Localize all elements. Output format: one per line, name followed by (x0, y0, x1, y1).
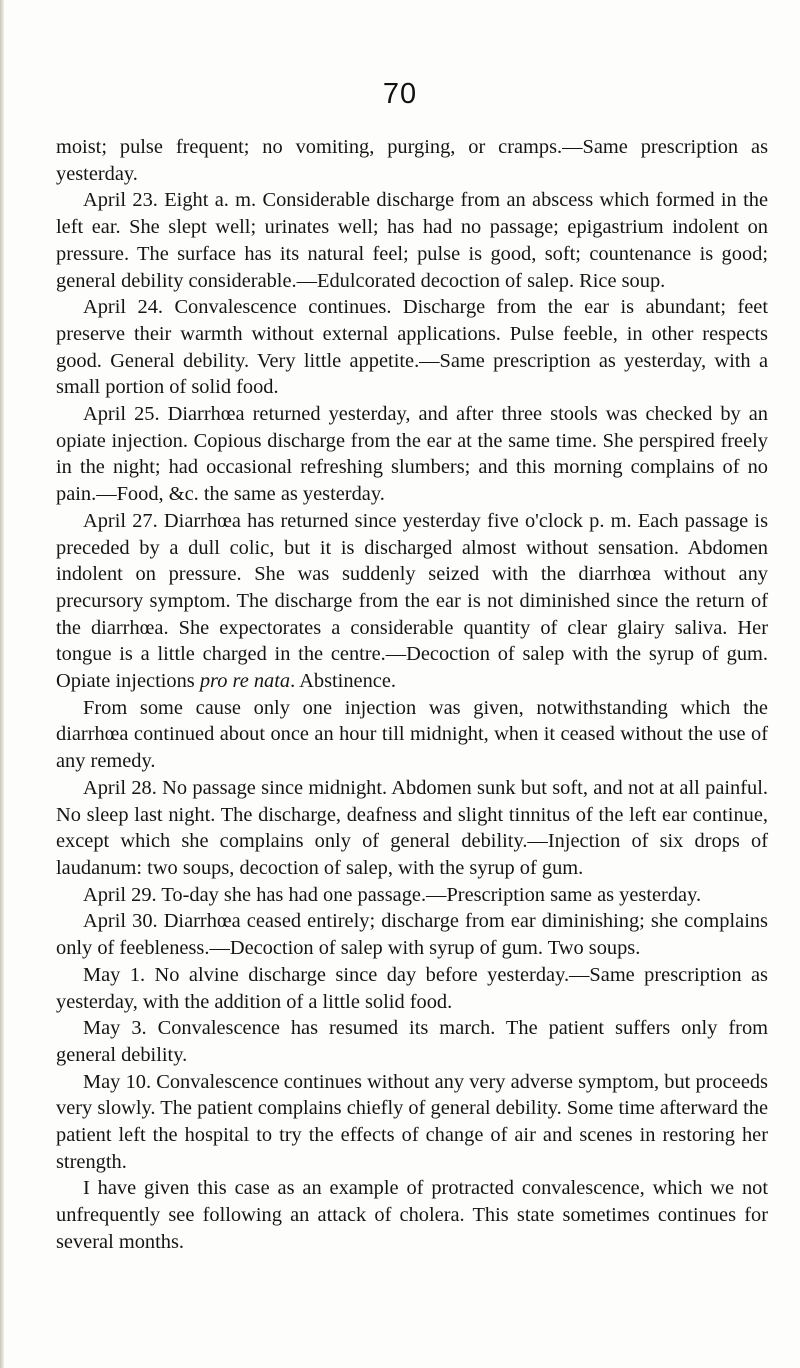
paragraph-april-28: April 28. No passage since midnight. Abdomen sunk but soft, and not at all painful. No sleep last night. The discharge, deafness and slight tinnitus of the left ear continue, except which she complains only of general debility.—Injection of six drops of laudanum: two soups, decoction of salep, with the syrup of gum. (56, 776, 768, 879)
page-binding-edge (0, 0, 4, 1368)
paragraph-april-25: April 25. Diarrhœa returned yesterday, and after three stools was checked by an opiate injection. Copious discharge from the ear at the same time. She perspired freely in the night; had occasional refreshing slumbers; and this morning complains of no pain.—Food, &c. the same as yesterday. (56, 403, 768, 506)
paragraph-april-27-end: . Abstinence. (290, 670, 396, 693)
paragraph-april-27-text: April 27. Diarrhœa has returned since yesterday five o'clock p. m. Each passage is preceded by a dull colic, but it is discharged almost without sensation. Abdomen indolent on pressure. She was suddenly seized with the diarrhœa without any precursory symptom. The discharge from the ear is not diminished since the return of the diarrhœa. She expectorates a considerable quantity of clear glairy saliva. Her tongue is a little charged in the centre.—Decoction of salep with the syrup of gum. Opiate injections (56, 509, 768, 693)
page-number: 70 (382, 78, 418, 110)
paragraph-continuation: moist; pulse frequent; no vomiting, purging, or cramps.—Same prescription as yesterday. (56, 136, 768, 185)
paragraph-april-30: April 30. Diarrhœa ceased entirely; discharge from ear diminishing; she complains only of feebleness.—Decoction of salep with syrup of gum. Two soups. (56, 910, 768, 960)
latin-phrase: pro re nata (199, 670, 291, 693)
paragraph-may-10: May 10. Convalescence continues without any very adverse symptom, but proceeds very slowly. The patient complains chiefly of general debility. Some time afterward the patient left the hospital to try the effects of change of air and scenes in restoring her strength. (56, 1070, 768, 1173)
paragraph-may-1: May 1. No alvine discharge since day before yesterday.—Same prescription as yesterday, with the addition of a little solid food. (56, 963, 768, 1013)
paragraph-injection-note: From some cause only one injection was given, notwithstanding which the diarrhœa continued about once an hour till midnight, when it ceased without the use of any remedy. (56, 696, 768, 773)
paragraph-may-3: May 3. Convalescence has resumed its march. The patient suffers only from general debility. (56, 1017, 768, 1066)
paragraph-april-27 (56, 508, 768, 695)
paragraph-april-24: April 24. Convalescence continues. Discharge from the ear is abundant; feet preserve their warmth without external applications. Pulse feeble, in other respects good. General debility. Very little appetite.—Same prescription as yesterday, with a small portion of solid food. (56, 296, 768, 399)
paragraph-april-23: April 23. Eight a. m. Considerable discharge from an abscess which formed in the left ear. She slept well; urinates well; has had no passage; epigastrium indolent on pressure. The surface has its natural feel; pulse is good, soft; countenance is good; general debility considerable.—Edulcorated decoction of salep. Rice soup. (56, 189, 768, 292)
body-text (56, 134, 768, 1256)
paragraph-conclusion: I have given this case as an example of protracted convalescence, which we not unfrequently see following an attack of cholera. This state sometimes continues for several months. (56, 1177, 768, 1253)
paragraph-april-29: April 29. To-day she has had one passage.—Prescription same as yesterday. (83, 883, 702, 906)
